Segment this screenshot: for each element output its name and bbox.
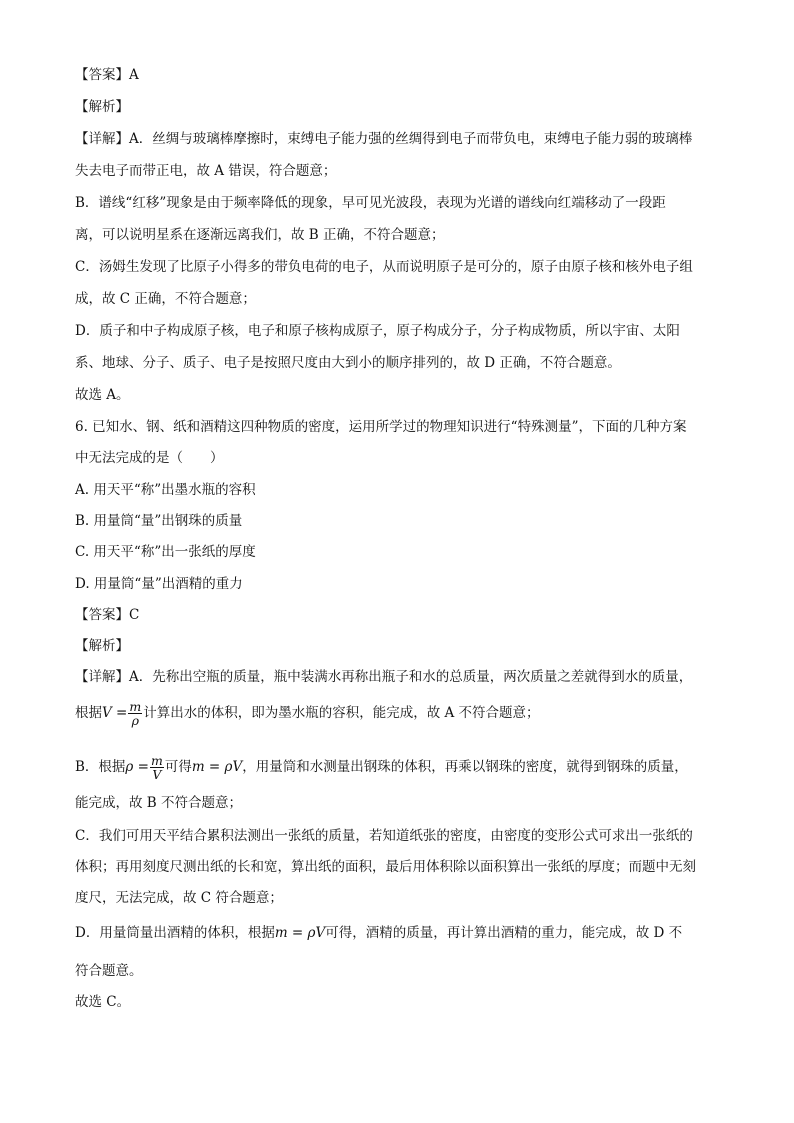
q6-detail-c-line2: 体积；再用刻度尺测出纸的长和宽，算出纸的面积，最后用体积除以面积算出一张纸的厚度；而题中无刻: [75, 859, 696, 875]
q6-detail-a-line2: [75, 697, 540, 729]
q6-detail-a-line1: 【详解】A．先称出空瓶的质量，瓶中装满水再称出瓶子和水的总质量，两次质量之差就得到水的质量，: [75, 669, 693, 685]
q6-stem-line2: 中无法完成的是（ ）: [75, 450, 224, 466]
formula-v-fraction: [128, 700, 142, 727]
q5-c-line2: 成，故 C 正确，不符合题意；: [75, 291, 256, 307]
q6-detail-a-suffix: 计算出水的体积，即为墨水瓶的容积，能完成，故 A 不符合题意；: [143, 705, 540, 721]
q6-stem-line1: 6. 已知水、钢、纸和酒精这四种物质的密度，运用所学过的物理知识进行“特殊测量”，下面的几种方案: [75, 419, 687, 435]
q6-detail-b-line2: 能完成，故 B 不符合题意；: [75, 795, 243, 811]
q6-detail-d-suffix: 可得，酒精的质量，再计算出酒精的重力，能完成，故 D 不: [325, 925, 683, 941]
q5-d-line1: D．质子和中子构成原子核，电子和原子核构成原子，原子构成分子，分子构成物质，所以宇宙、太阳: [75, 323, 680, 339]
q6-option-c: C. 用天平“称”出一张纸的厚度: [75, 544, 256, 560]
q6-option-d: D. 用量筒“量”出酒精的重力: [75, 576, 243, 592]
q6-answer: 【答案】C: [75, 607, 140, 623]
q5-detail-line1: 【详解】A．丝绸与玻璃棒摩擦时，束缚电子能力强的丝绸得到电子而带负电，束缚电子能力弱的玻璃棒: [75, 131, 693, 147]
q5-b-line1: B．谱线“红移”现象是由于频率降低的现象，早可见光波段，表现为光谱的谱线向红端移动了一段距: [75, 195, 666, 211]
formula-m-eq-d: m = ρV: [274, 925, 326, 941]
q6-detail-d-prefix: D．用量筒量出酒精的体积，根据: [75, 925, 275, 941]
q5-conclusion: 故选 A。: [75, 387, 130, 403]
formula-v-numerator: m: [129, 699, 142, 714]
formula-rho-numerator: m: [150, 753, 163, 768]
q6-option-b: B. 用量筒“量”出钢珠的质量: [75, 513, 243, 529]
q6-detail-c-line3: 度尺，无法完成，故 C 符合题意；: [75, 890, 283, 906]
formula-v-lhs: V =: [102, 705, 128, 721]
q6-option-a: A. 用天平“称”出墨水瓶的容积: [75, 482, 256, 498]
q5-detail-line2: 失去电子而带正电，故 A 错误，符合题意；: [75, 163, 337, 179]
q6-detail-d-line2: 符合题意。: [75, 963, 143, 979]
formula-rho-lhs: ρ =: [125, 759, 149, 775]
q6-conclusion: 故选 C。: [75, 994, 131, 1010]
q6-detail-c-line1: C．我们可用天平结合累积法测出一张纸的质量，若知道纸张的密度，由密度的变形公式可求出一张纸的: [75, 828, 693, 844]
q5-analysis-label: 【解析】: [75, 99, 129, 115]
q6-detail-b-suffix: ，用量筒和水测量出钢珠的体积，再乘以钢珠的密度，就得到钢珠的质量，: [242, 759, 688, 775]
q6-detail-b-mid: 可得: [164, 759, 192, 775]
formula-m-eq-b: m = ρV: [191, 759, 243, 775]
q6-detail-d-line1: [75, 924, 682, 942]
q6-detail-b-line1: [75, 751, 688, 783]
formula-v-denominator: ρ: [131, 713, 139, 728]
formula-rho-fraction: [150, 754, 164, 781]
q5-b-line2: 离，可以说明星系在逐渐远离我们，故 B 正确，不符合题意；: [75, 227, 445, 243]
q5-c-line1: C．汤姆生发现了比原子小得多的带负电荷的电子，从而说明原子是可分的，原子由原子核和核外电子组: [75, 259, 693, 275]
q6-detail-b-prefix: B．根据: [75, 759, 126, 775]
q5-answer: 【答案】A: [75, 67, 139, 83]
q6-analysis-label: 【解析】: [75, 638, 129, 654]
q6-detail-a-prefix: 根据: [75, 705, 102, 721]
formula-rho-denominator: V: [152, 767, 162, 782]
q5-d-line2: 系、地球、分子、质子、电子是按照尺度由大到小的顺序排列的，故 D 正确，不符合题意。: [75, 355, 621, 371]
